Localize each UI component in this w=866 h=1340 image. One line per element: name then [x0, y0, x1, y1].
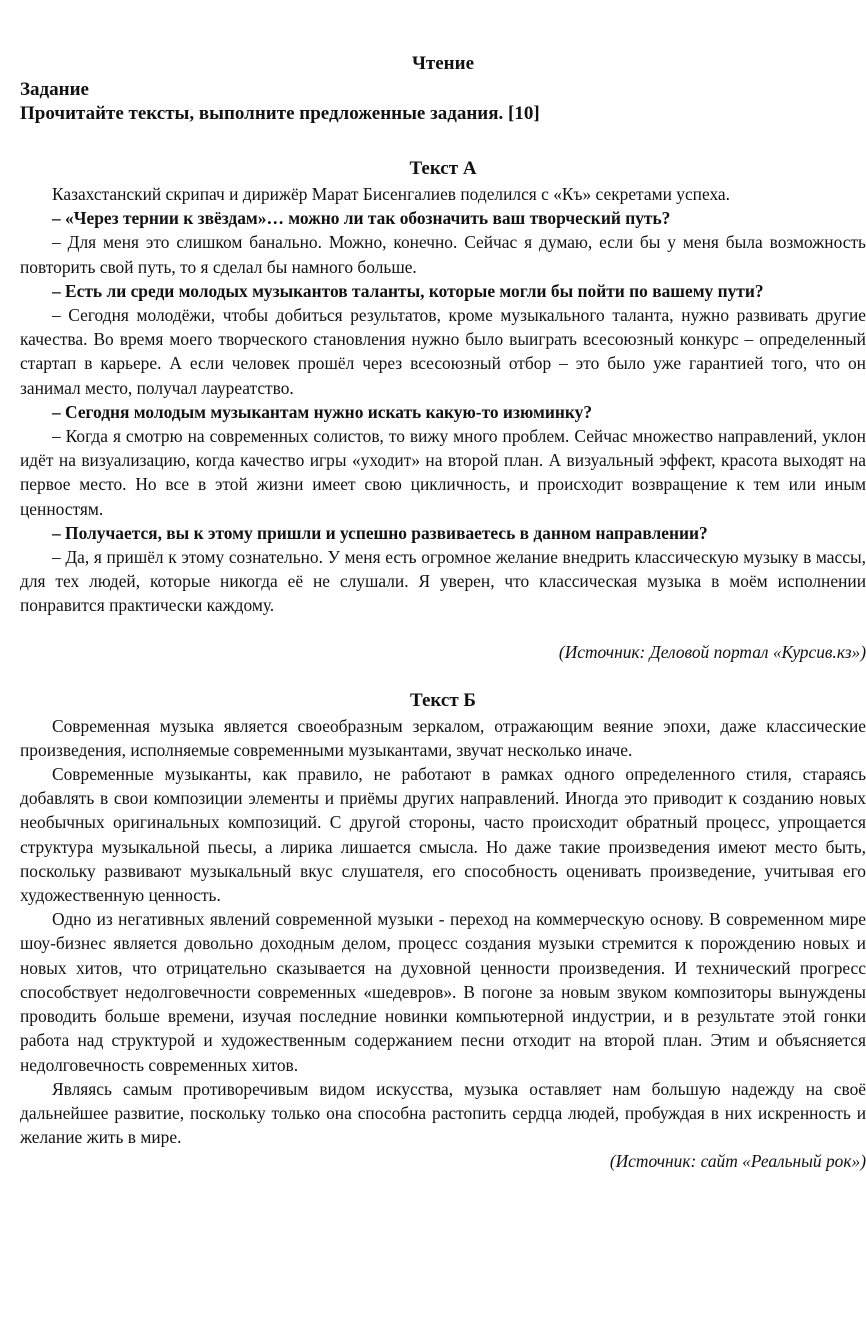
- interview-question: – Сегодня молодым музыкантам нужно искать какую-то изюминку?: [52, 401, 593, 422]
- interview-question: – Получается, вы к этому пришли и успешно развиваетесь в данном направлении?: [52, 522, 708, 543]
- document-page: [20, 50, 866, 1173]
- paragraph: Современная музыка является своеобразным зеркалом, отражающим веяние эпохи, даже классические произведения, исполняемые современными музыкантами, звучат несколько иначе.: [20, 715, 866, 760]
- interview-question: – Есть ли среди молодых музыкантов таланты, которые могли бы пойти по вашему пути?: [52, 280, 764, 301]
- text-b-title: Текст Б: [410, 689, 476, 711]
- paragraph: Казахстанский скрипач и дирижёр Марат Бисенгалиев поделился с «Къ» секретами успеха.: [52, 184, 730, 204]
- text-a-title: Текст А: [409, 158, 477, 179]
- paragraph: – Когда я смотрю на современных солистов, то вижу много проблем. Сейчас множество направлений, уклон идёт на визуализацию, когда качество игры «уходит» на второй план. А визуальный эффект, красота выходят на первое место. Но все в этой жизни имеет свою цикличность, и происходит возвращение к тем или иным ценностям.: [20, 426, 866, 519]
- paragraph: Одно из негативных явлений современной музыки - переход на коммерческую основу. В современном мире шоу-бизнес является довольно доходным делом, процесс создания музыки стремится к порождению новых и новых хитов, что отрицательно сказывается на духовной ценности произведения. И технический прогресс способствует недолговечности современных «шедевров». В погоне за новым звуком композиторы вынуждены проводить больше времени, изучая последние новинки компьютерной индустрии, и в результате этой гонки работа над структурой и художественным содержанием песни отходит на второй план. Этим и объясняется недолговечность современных хитов.: [20, 909, 866, 1075]
- text-a-body: [20, 182, 866, 618]
- paragraph: Современные музыканты, как правило, не работают в рамках одного определенного стиля, стараясь добавлять в свои композиции элементы и приёмы других направлений. Иногда это приводит к созданию новых необычных оригинальных композиций. С другой стороны, часто происходит обратный процесс, упрощается структура музыкальной пьесы, а лирика лишается смысла. Но даже такие произведения имеют место быть, поскольку развивают музыкальный вкус слушателя, его способность оценивать произведение, учитывая его художественную ценность.: [20, 764, 866, 906]
- text-a-section: [20, 156, 866, 664]
- page-title: Чтение: [411, 53, 475, 74]
- paragraph: Являясь самым противоречивым видом искусства, музыка оставляет нам большую надежду на своё дальнейшее развитие, поскольку только она способна растопить сердца людей, пробуждая в них искренность и желание жить в мире.: [20, 1078, 866, 1148]
- text-b-source: (Источник: сайт «Реальный рок»): [609, 1151, 866, 1172]
- paragraph: – Да, я пришёл к этому сознательно. У меня есть огромное желание внедрить классическую музыку в массы, для тех людей, которые никогда её не слушали. Я уверен, что классическая музыка в моём исполнении понравится практически каждому.: [20, 547, 866, 616]
- text-a-source: (Источник: Деловой портал «Курсив.кз»): [558, 641, 866, 662]
- interview-question: – «Через тернии к звёздам»… можно ли так обозначить ваш творческий путь?: [52, 208, 671, 229]
- text-b-section: [20, 688, 866, 1174]
- task-label: Задание: [20, 79, 89, 100]
- paragraph: – Для меня это слишком банально. Можно, конечно. Сейчас я думаю, если бы у меня была возможность повторить свой путь, то я сделал бы намного больше.: [20, 232, 866, 277]
- text-b-body: [20, 714, 866, 1150]
- paragraph: – Сегодня молодёжи, чтобы добиться результатов, кроме музыкального таланта, нужно развивать другие качества. Во время моего творческого становления нужно было выиграть всесоюзный конкурс – определенный стартап в карьере. А если человек прошёл через всесоюзный отбор – это было уже гарантией того, что он занимал место, получал лауреатство.: [20, 305, 866, 398]
- task-instructions: Прочитайте тексты, выполните предложенные задания. [10]: [20, 103, 540, 124]
